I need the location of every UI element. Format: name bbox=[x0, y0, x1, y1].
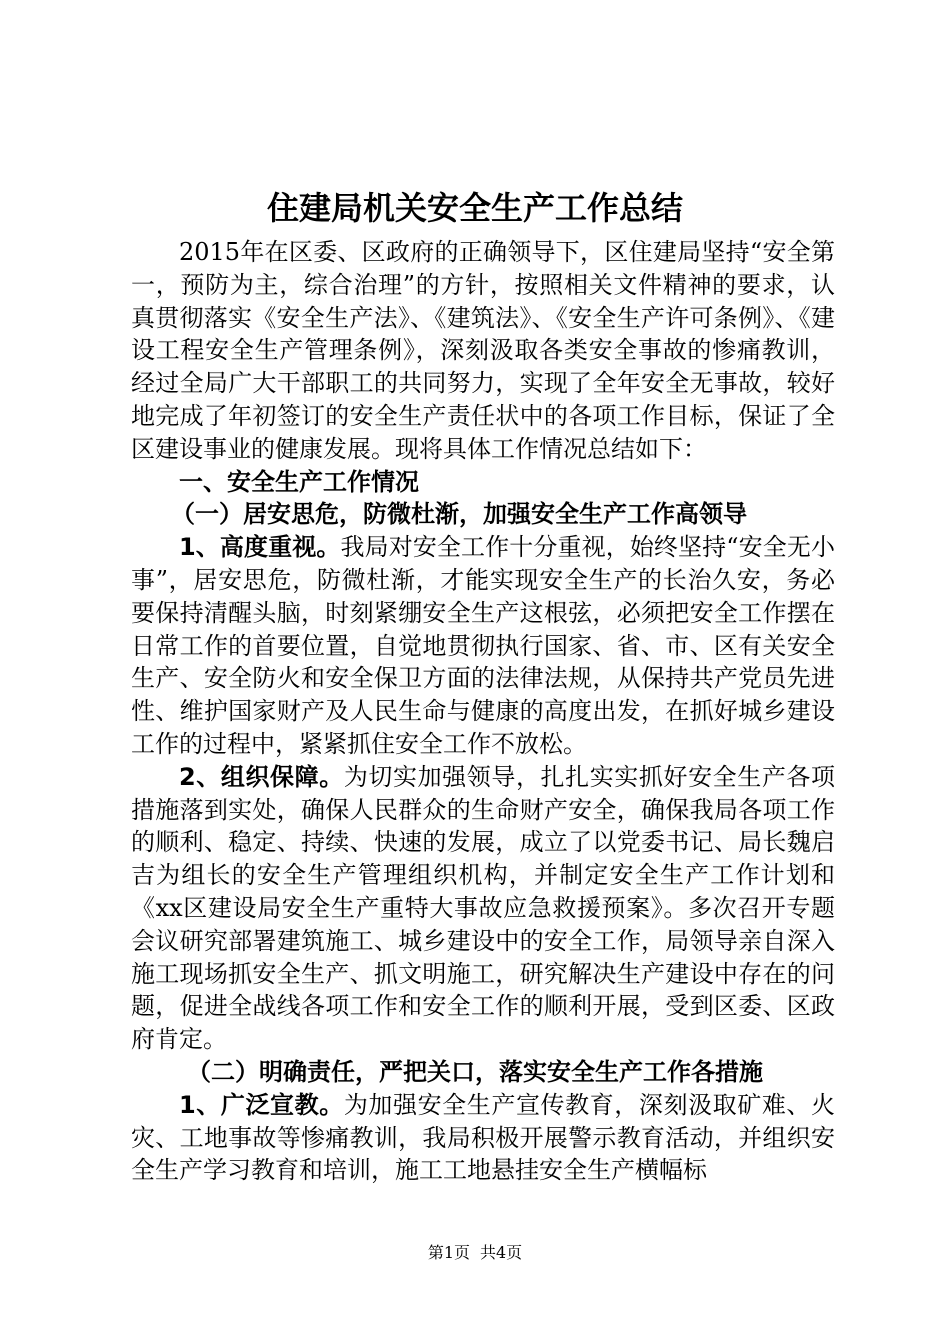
subsection-heading: （二）明确责任，严把关口，落实安全生产工作各措施 bbox=[187, 1057, 763, 1086]
item-lead: 1、广泛宣教。 bbox=[179, 1090, 344, 1119]
item-lead: 1、高度重视。 bbox=[179, 533, 341, 562]
item-paragraph bbox=[131, 761, 835, 1056]
page-footer bbox=[0, 1242, 950, 1264]
document-body bbox=[131, 236, 835, 1187]
item-text: 为切实加强领导，扎扎实实抓好安全生产各项措施落到实处，确保人民群众的生命财产安全，确保我局各项工作的顺利、稳定、持续、快速的发展，成立了以党委书记、局长魏启吉为组长的安全生产管理组织机构，并制定安全生产工作计划和《xx区建设局安全生产重特大事故应急救援预案》。多次召开专题会议研究部署建筑施工、城乡建设中的安全工作，局领导亲自深入施工现场抓安全生产、抓文明施工，研究解决生产建设中存在的问题，促进全战线各项工作和安全工作的顺利开展，受到区委、区政府肯定。 bbox=[131, 762, 836, 1054]
section-heading: 一、安全生产工作情况 bbox=[179, 467, 419, 496]
document-title: 住建局机关安全生产工作总结 bbox=[266, 189, 683, 227]
item-text: 为加强安全生产宣传教育，深刻汲取矿难、火灾、工地事故等惨痛教训，我局积极开展警示教育活动，并组织安全生产学习教育和培训，施工工地悬挂安全生产横幅标 bbox=[131, 1090, 836, 1185]
page-number: 第1页 bbox=[427, 1243, 470, 1262]
item-lead: 2、组织保障。 bbox=[179, 762, 344, 791]
item-paragraph bbox=[131, 1089, 835, 1187]
page-total: 共4页 bbox=[480, 1243, 523, 1262]
item-paragraph bbox=[131, 531, 835, 761]
item-text: 我局对安全工作十分重视，始终坚持“安全无小事”，居安思危，防微杜渐，才能实现安全生产的长治久安，务必要保持清醒头脑，时刻紧绷安全生产这根弦，必须把安全工作摆在日常工作的首要位置，自觉地贯彻执行国家、省、市、区有关安全生产、安全防火和安全保卫方面的法律法规，从保持共产党员先进性、维护国家财产及人民生命与健康的高度出发，在抓好城乡建设工作的过程中，紧紧抓住安全工作不放松。 bbox=[131, 533, 835, 758]
intro-paragraph: 2015年在区委、区政府的正确领导下，区住建局坚持“安全第一，预防为主，综合治理”的方针，按照相关文件精神的要求，认真贯彻落实《安全生产法》、《建筑法》、《安全生产许可条例》、《建设工程安全生产管理条例》，深刻汲取各类安全事故的惨痛教训，经过全局广大干部职工的共同努力，实现了全年安全无事故，较好地完成了年初签订的安全生产责任状中的各项工作目标，保证了全区建设事业的健康发展。现将具体工作情况总结如下： bbox=[131, 238, 835, 463]
subsection-heading: （一）居安思危，防微杜渐，加强安全生产工作高领导 bbox=[171, 500, 747, 529]
